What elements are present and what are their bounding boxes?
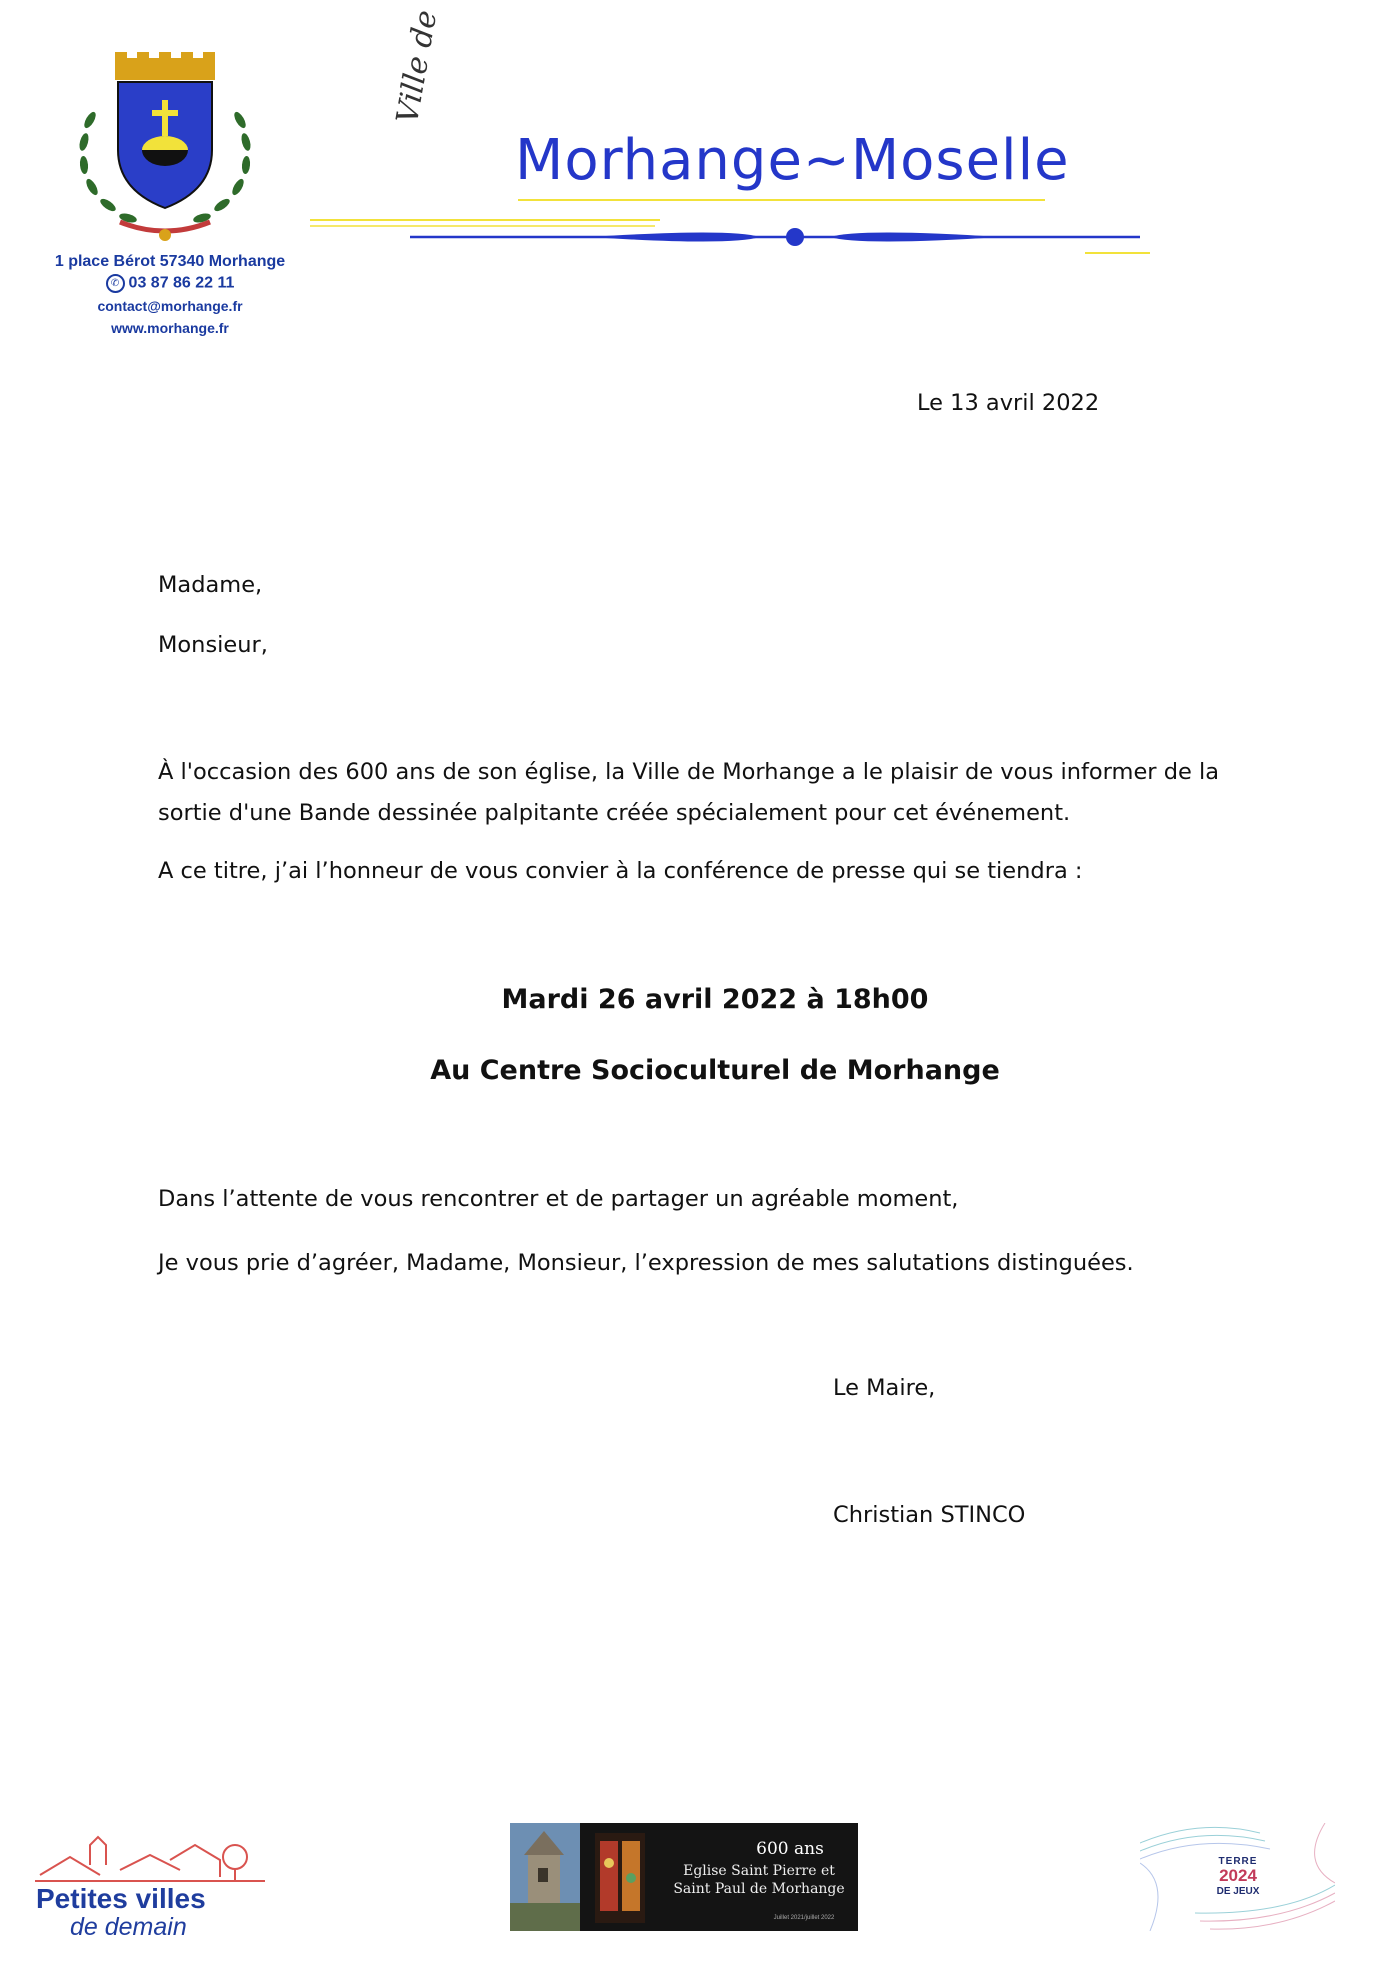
- terre-line3: DE JEUX: [1216, 1886, 1260, 1897]
- church-600-ans-banner: [510, 1823, 858, 1931]
- website-link[interactable]: www.morhange.fr: [111, 320, 229, 336]
- church-line1: Eglise Saint Pierre et: [683, 1863, 835, 1879]
- church-image: [510, 1823, 670, 1931]
- salutation-monsieur: Monsieur,: [158, 632, 268, 658]
- phone-icon: ✆: [106, 274, 125, 293]
- town-title: Morhange~Moselle: [515, 128, 1070, 193]
- event-date: Mardi 26 avril 2022 à 18h00: [501, 984, 929, 1015]
- ville-de-label: Ville de: [390, 7, 445, 127]
- signature-title: Le Maire,: [833, 1375, 936, 1401]
- church-line2: Saint Paul de Morhange: [673, 1881, 845, 1897]
- intro-paragraph: À l'occasion des 600 ans de son église, la Ville de Morhange a le plaisir de vous informer de la sortie d'une Bande dessinée palpitante créée spécialement pour cet événement.: [158, 759, 1220, 826]
- salutation-madame: Madame,: [158, 572, 263, 598]
- phone-number: 03 87 86 22 11: [128, 274, 235, 292]
- email-link[interactable]: contact@morhange.fr: [97, 298, 243, 314]
- church-dates: Juillet 2021/juillet 2022: [773, 1915, 835, 1921]
- address-line: 1 place Bérot 57340 Morhange: [54, 253, 286, 270]
- terre-line1: TERRE: [1218, 1856, 1258, 1867]
- terre-line2: 2024: [1219, 1866, 1257, 1885]
- church-title: 600 ans: [756, 1839, 824, 1859]
- letter-date: Le 13 avril 2022: [917, 390, 1100, 416]
- closing-paragraph: Dans l’attente de vous rencontrer et de partager un agréable moment,: [158, 1186, 959, 1212]
- signature-name: Christian STINCO: [833, 1502, 1026, 1528]
- pvd-line1: Petites villes: [36, 1883, 206, 1914]
- pvd-line2: de demain: [70, 1913, 187, 1941]
- salutations-paragraph: Je vous prie d’agréer, Madame, Monsieur, l’expression de mes salutations distinguées.: [158, 1250, 1134, 1276]
- decorative-banner-lines: [310, 190, 1160, 260]
- event-place: Au Centre Socioculturel de Morhange: [430, 1055, 1000, 1086]
- phone-line: [40, 274, 300, 293]
- invitation-paragraph: A ce titre, j’ai l’honneur de vous convier à la conférence de presse qui se tiendra :: [158, 858, 1083, 884]
- coat-of-arms-logo: [60, 50, 270, 250]
